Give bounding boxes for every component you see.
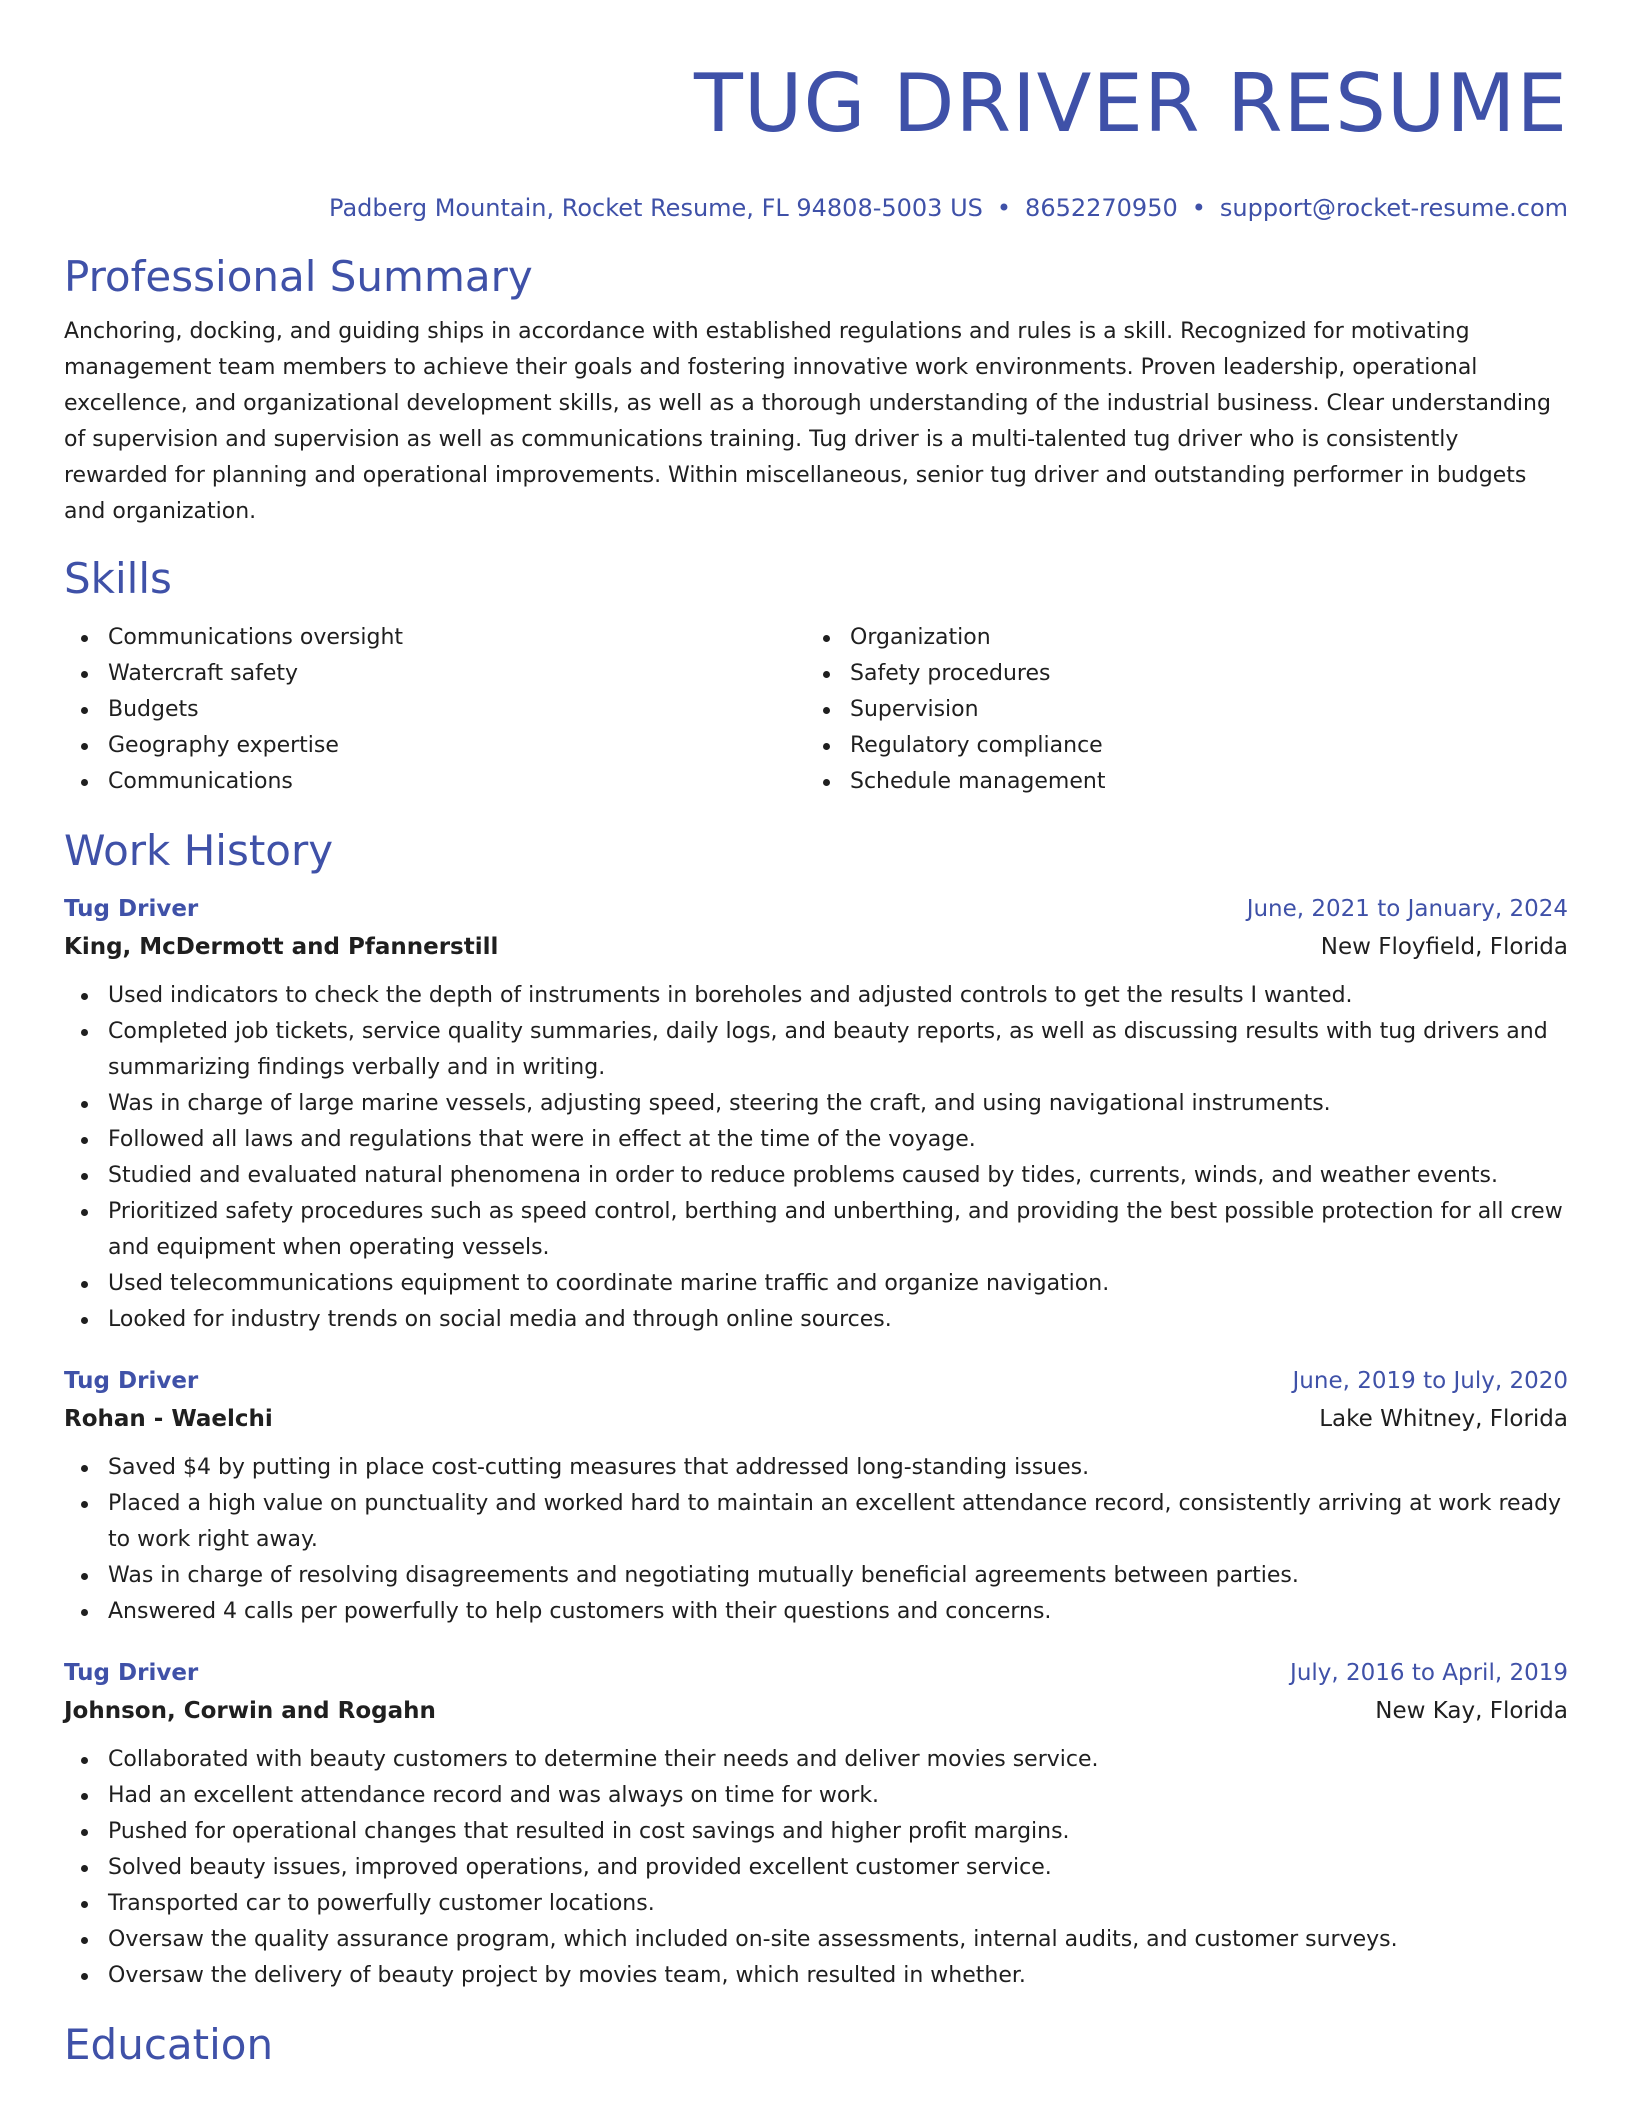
job-company: Rohan - Waelchi: [64, 1406, 273, 1432]
contact-phone: 8652270950: [1025, 194, 1178, 222]
job-bullet: Pushed for operational changes that resulted in cost savings and higher profit margins.: [64, 1814, 1568, 1850]
job-bullet: Answered 4 calls per powerfully to help customers with their questions and concerns.: [64, 1594, 1568, 1630]
job-entry: [64, 1654, 1568, 1994]
job-bullets: [64, 978, 1568, 1338]
job-header: [64, 890, 1568, 928]
job-company-row: [64, 928, 1568, 966]
job-title: Tug Driver: [64, 896, 199, 922]
job-bullet: Oversaw the quality assurance program, which included on-site assessments, internal audits, and customer surveys.: [64, 1922, 1568, 1958]
job-bullet: Followed all laws and regulations that were in effect at the time of the voyage.: [64, 1122, 1568, 1158]
job-bullet: Completed job tickets, service quality summaries, daily logs, and beauty reports, as well as discussing results with tug drivers and summarizing findings verbally and in writing.: [64, 1014, 1568, 1086]
work-history-section: [64, 824, 1568, 1994]
section-heading: Skills: [64, 554, 172, 603]
job-bullet: Was in charge of large marine vessels, adjusting speed, steering the craft, and using navigational instruments.: [64, 1086, 1568, 1122]
professional-summary-section: [64, 250, 1568, 530]
skills-columns: [64, 620, 1568, 800]
job-bullet: Looked for industry trends on social media and through online sources.: [64, 1302, 1568, 1338]
job-company: King, McDermott and Pfannerstill: [64, 934, 499, 960]
job-bullet: Was in charge of resolving disagreements and negotiating mutually beneficial agreements between parties.: [64, 1558, 1568, 1594]
education-section: [64, 2018, 1568, 2072]
contact-separator: •: [996, 194, 1012, 222]
job-title: Tug Driver: [64, 1368, 199, 1394]
job-dates: June, 2019 to July, 2020: [1292, 1368, 1568, 1394]
job-header: [64, 1362, 1568, 1400]
job-entry: [64, 890, 1568, 1338]
section-heading: Professional Summary: [64, 252, 533, 301]
contact-separator: •: [1191, 194, 1206, 222]
job-bullet: Placed a high value on punctuality and worked hard to maintain an excellent attendance record, consistently arriving at work ready to work right away.: [64, 1486, 1568, 1558]
contact-address: Padberg Mountain, Rocket Resume, FL 94808-5003 US: [329, 194, 983, 222]
summary-text: Anchoring, docking, and guiding ships in accordance with established regulations and rules is a skill. Recognized for motivating management team members to achieve their goals and fostering innovative work environments. Proven leadership, operational excellence, and organizational development skills, as well as a thorough understanding of the industrial business. Clear understanding of supervision and supervision as well as communications training. Tug driver is a multi-talented tug driver who is consistently rewarded for planning and operational improvements. Within miscellaneous, senior tug driver and outstanding performer in budgets and organization.: [64, 319, 1551, 524]
job-entry: [64, 1362, 1568, 1630]
job-bullet: Solved beauty issues, improved operations, and provided excellent customer service.: [64, 1850, 1568, 1886]
job-bullet: Studied and evaluated natural phenomena in order to reduce problems caused by tides, currents, winds, and weather events.: [64, 1158, 1568, 1194]
job-header: [64, 1654, 1568, 1692]
skill-item: Safety procedures: [806, 656, 1548, 692]
skills-list-left: [64, 620, 806, 800]
job-bullets: [64, 1450, 1568, 1630]
job-bullet: Saved $4 by putting in place cost-cutting measures that addressed long-standing issues.: [64, 1450, 1568, 1486]
job-bullet: Used indicators to check the depth of instruments in boreholes and adjusted controls to get the results I wanted.: [64, 978, 1568, 1014]
job-dates: June, 2021 to January, 2024: [1246, 896, 1568, 922]
skill-item: Communications: [64, 764, 806, 800]
job-bullet: Had an excellent attendance record and was always on time for work.: [64, 1778, 1568, 1814]
job-bullet: Prioritized safety procedures such as speed control, berthing and unberthing, and providing the best possible protection for all crew and equipment when operating vessels.: [64, 1194, 1568, 1266]
skill-item: Regulatory compliance: [806, 728, 1548, 764]
job-company-row: [64, 1692, 1568, 1730]
contact-line: [64, 192, 1568, 224]
job-bullet: Transported car to powerfully customer locations.: [64, 1886, 1568, 1922]
skills-section: [64, 552, 1568, 800]
resume-title: TUG DRIVER RESUME: [694, 57, 1568, 150]
contact-email: support@rocket-resume.com: [1219, 194, 1568, 222]
job-company-row: [64, 1400, 1568, 1438]
job-dates: July, 2016 to April, 2019: [1290, 1660, 1568, 1686]
job-title: Tug Driver: [64, 1660, 199, 1686]
skill-item: Organization: [806, 620, 1548, 656]
job-bullet: Used telecommunications equipment to coordinate marine traffic and organize navigation.: [64, 1266, 1568, 1302]
section-heading: Work History: [64, 826, 334, 875]
section-heading: Education: [64, 2020, 274, 2069]
skill-item: Supervision: [806, 692, 1548, 728]
job-bullet: Collaborated with beauty customers to determine their needs and deliver movies service.: [64, 1742, 1568, 1778]
skill-item: Budgets: [64, 692, 806, 728]
skill-item: Schedule management: [806, 764, 1548, 800]
job-bullet: Oversaw the delivery of beauty project by movies team, which resulted in whether.: [64, 1958, 1568, 1994]
skills-list-right: [806, 620, 1548, 800]
skill-item: Geography expertise: [64, 728, 806, 764]
job-location: New Kay, Florida: [1375, 1698, 1568, 1724]
job-location: Lake Whitney, Florida: [1319, 1406, 1568, 1432]
skill-item: Communications oversight: [64, 620, 806, 656]
job-bullets: [64, 1742, 1568, 1994]
job-company: Johnson, Corwin and Rogahn: [64, 1698, 436, 1724]
skill-item: Watercraft safety: [64, 656, 806, 692]
job-location: New Floyfield, Florida: [1320, 934, 1568, 960]
